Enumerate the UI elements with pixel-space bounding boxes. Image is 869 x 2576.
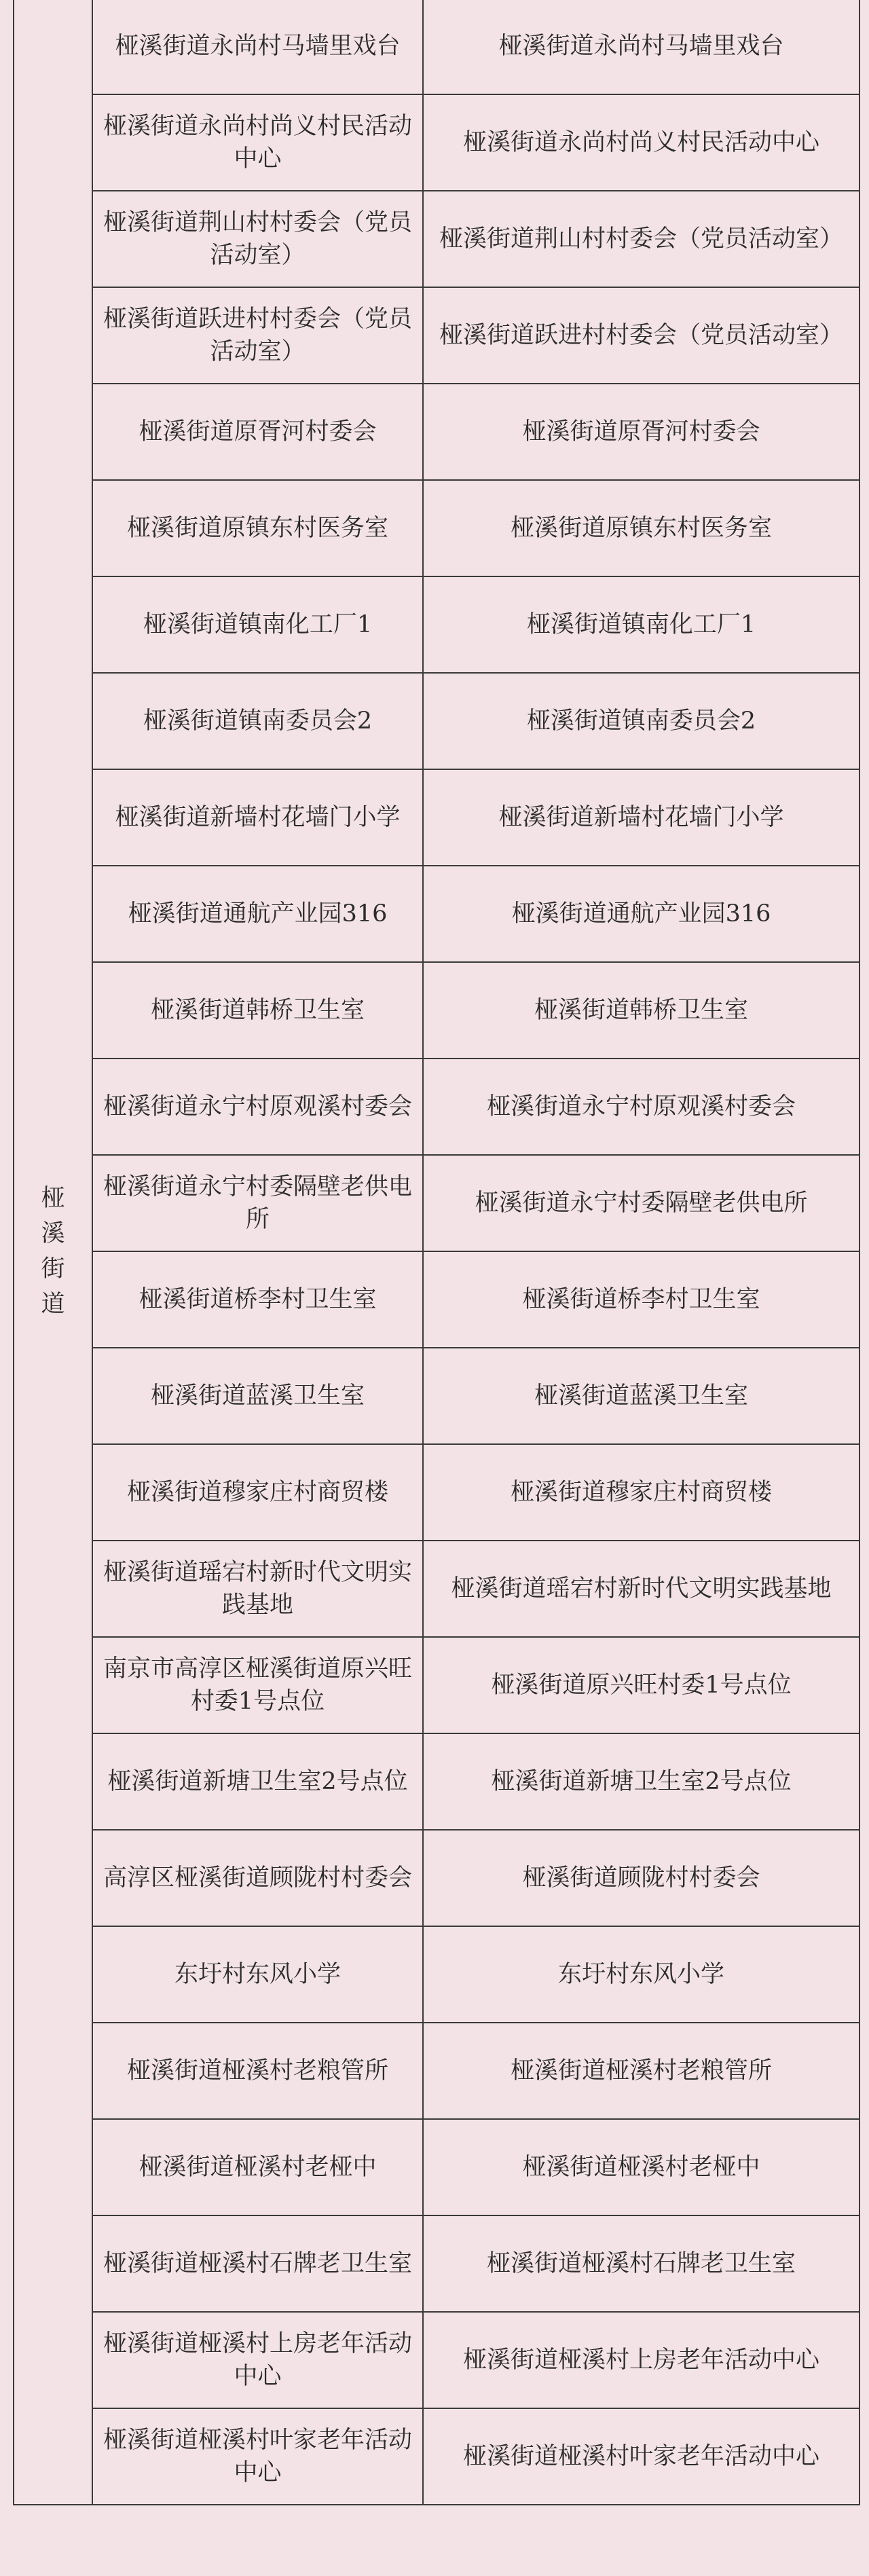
table-row: [14, 2312, 859, 2408]
table-row: [14, 1733, 859, 1830]
location-cell: 桠溪街道镇南化工厂1: [92, 576, 423, 673]
sites-table: [13, 0, 860, 2505]
site-cell: 桠溪街道永尚村尚义村民活动中心: [423, 94, 859, 191]
location-cell: 桠溪街道新墙村花墙门小学: [92, 769, 423, 866]
location-cell: 桠溪街道原镇东村医务室: [92, 480, 423, 576]
location-cell: 桠溪街道永尚村尚义村民活动中心: [92, 94, 423, 191]
table-row: [14, 769, 859, 866]
site-cell: 桠溪街道韩桥卫生室: [423, 962, 859, 1059]
table-row: [14, 1348, 859, 1444]
table-row: [14, 384, 859, 480]
site-cell: 桠溪街道永宁村原观溪村委会: [423, 1059, 859, 1155]
table-row: [14, 287, 859, 384]
site-cell: 桠溪街道桠溪村上房老年活动中心: [423, 2312, 859, 2408]
site-cell: 桠溪街道桥李村卫生室: [423, 1251, 859, 1348]
table-row: [14, 1444, 859, 1541]
site-cell: 桠溪街道新塘卫生室2号点位: [423, 1733, 859, 1830]
street-name: 桠溪街道: [41, 1185, 65, 1318]
site-cell: 东圩村东风小学: [423, 1926, 859, 2023]
table-row: [14, 2023, 859, 2119]
site-cell: 桠溪街道荆山村村委会（党员活动室）: [423, 191, 859, 287]
site-cell: 桠溪街道原兴旺村委1号点位: [423, 1637, 859, 1733]
location-cell: 桠溪街道桠溪村上房老年活动中心: [92, 2312, 423, 2408]
table-row: [14, 962, 859, 1059]
site-cell: 桠溪街道桠溪村老桠中: [423, 2119, 859, 2215]
location-cell: 南京市高淳区桠溪街道原兴旺村委1号点位: [92, 1637, 423, 1733]
table-row: [14, 480, 859, 576]
site-cell: 桠溪街道瑶宕村新时代文明实践基地: [423, 1541, 859, 1637]
table-row: [14, 0, 859, 94]
site-cell: 桠溪街道通航产业园316: [423, 866, 859, 962]
table-row: [14, 673, 859, 769]
location-cell: 高淳区桠溪街道顾陇村村委会: [92, 1830, 423, 1926]
location-cell: 桠溪街道荆山村村委会（党员活动室）: [92, 191, 423, 287]
table-row: [14, 866, 859, 962]
location-cell: 桠溪街道镇南委员会2: [92, 673, 423, 769]
location-cell: 桠溪街道桠溪村老桠中: [92, 2119, 423, 2215]
location-cell: 桠溪街道跃进村村委会（党员活动室）: [92, 287, 423, 384]
site-cell: 桠溪街道顾陇村村委会: [423, 1830, 859, 1926]
location-cell: 桠溪街道永宁村原观溪村委会: [92, 1059, 423, 1155]
site-cell: 桠溪街道跃进村村委会（党员活动室）: [423, 287, 859, 384]
site-cell: 桠溪街道永尚村马墙里戏台: [423, 0, 859, 94]
sites-table-body: [14, 0, 859, 2505]
table-row: [14, 2215, 859, 2312]
table-row: [14, 1251, 859, 1348]
location-cell: 桠溪街道穆家庄村商贸楼: [92, 1444, 423, 1541]
location-cell: 东圩村东风小学: [92, 1926, 423, 2023]
site-cell: 桠溪街道蓝溪卫生室: [423, 1348, 859, 1444]
location-cell: 桠溪街道永宁村委隔壁老供电所: [92, 1155, 423, 1251]
site-cell: 桠溪街道原胥河村委会: [423, 384, 859, 480]
location-cell: 桠溪街道瑶宕村新时代文明实践基地: [92, 1541, 423, 1637]
site-cell: 桠溪街道桠溪村老粮管所: [423, 2023, 859, 2119]
location-cell: 桠溪街道桠溪村石牌老卫生室: [92, 2215, 423, 2312]
location-cell: 桠溪街道韩桥卫生室: [92, 962, 423, 1059]
location-cell: 桠溪街道桥李村卫生室: [92, 1251, 423, 1348]
location-cell: 桠溪街道桠溪村叶家老年活动中心: [92, 2408, 423, 2505]
site-cell: 桠溪街道新墙村花墙门小学: [423, 769, 859, 866]
site-cell: 桠溪街道镇南化工厂1: [423, 576, 859, 673]
location-cell: 桠溪街道新塘卫生室2号点位: [92, 1733, 423, 1830]
table-row: [14, 1059, 859, 1155]
location-cell: 桠溪街道蓝溪卫生室: [92, 1348, 423, 1444]
table-row: [14, 191, 859, 287]
table-row: [14, 1637, 859, 1733]
location-cell: 桠溪街道原胥河村委会: [92, 384, 423, 480]
table-row: [14, 1541, 859, 1637]
table-row: [14, 1830, 859, 1926]
street-name-cell: [14, 0, 92, 2505]
site-cell: 桠溪街道桠溪村叶家老年活动中心: [423, 2408, 859, 2505]
table-row: [14, 576, 859, 673]
table-row: [14, 1926, 859, 2023]
table-row: [14, 2119, 859, 2215]
table-row: [14, 2408, 859, 2505]
site-cell: 桠溪街道桠溪村石牌老卫生室: [423, 2215, 859, 2312]
location-cell: 桠溪街道桠溪村老粮管所: [92, 2023, 423, 2119]
location-cell: 桠溪街道通航产业园316: [92, 866, 423, 962]
location-cell: 桠溪街道永尚村马墙里戏台: [92, 0, 423, 94]
table-row: [14, 94, 859, 191]
table-row: [14, 1155, 859, 1251]
site-cell: 桠溪街道镇南委员会2: [423, 673, 859, 769]
site-cell: 桠溪街道原镇东村医务室: [423, 480, 859, 576]
site-cell: 桠溪街道穆家庄村商贸楼: [423, 1444, 859, 1541]
site-cell: 桠溪街道永宁村委隔壁老供电所: [423, 1155, 859, 1251]
